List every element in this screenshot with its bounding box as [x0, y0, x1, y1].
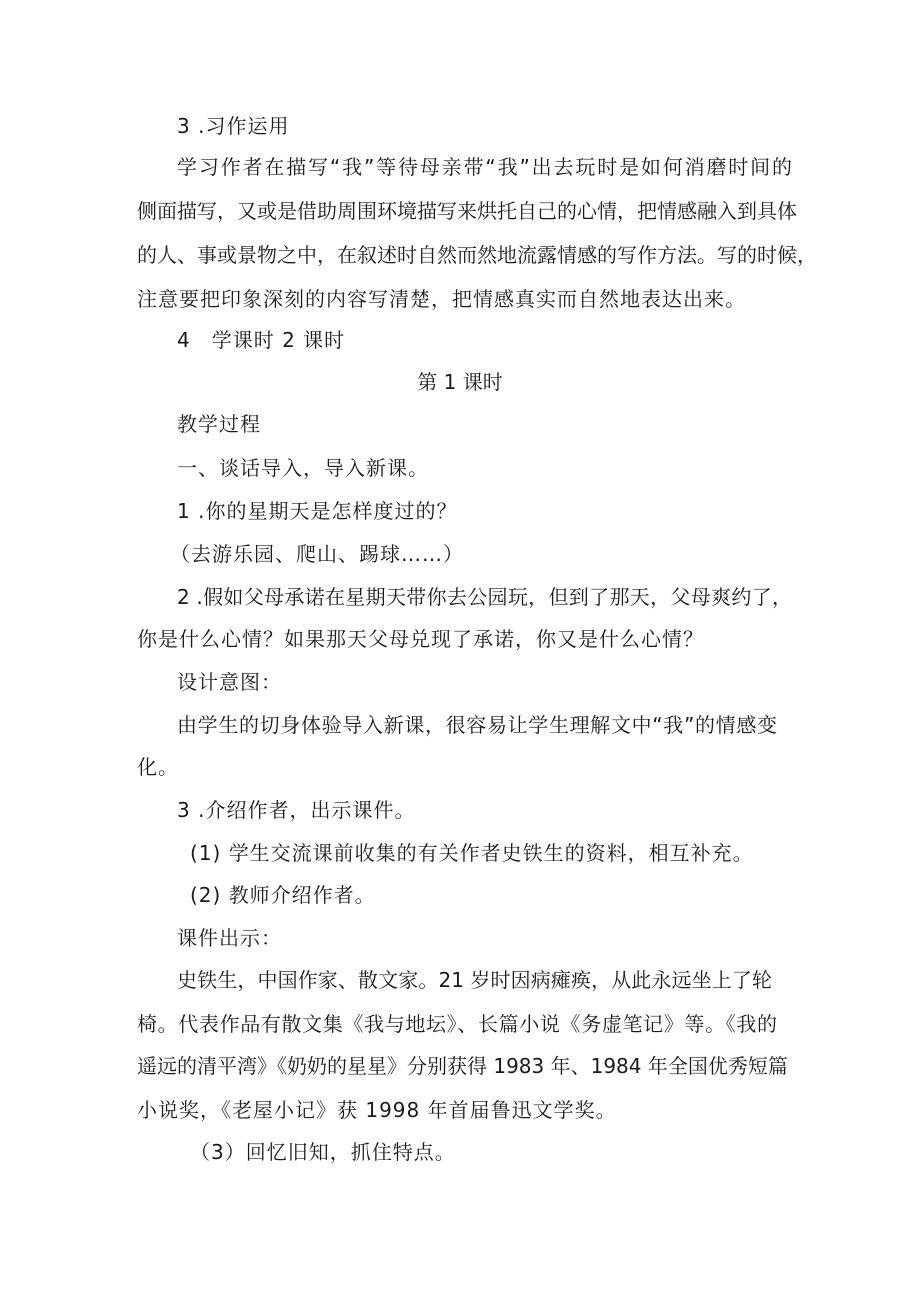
section-3-line-3: 的人、事或景物之中，在叙述时自然而然地流露情感的写作方法。写的时候， [137, 243, 817, 267]
design-intent-line-2: 化。 [137, 755, 179, 779]
author-bio-line-3: 遥远的清平湾》《奶奶的星星》分别获得 1983 年、1984 年全国优秀短篇 [137, 1054, 788, 1078]
author-bio-line-4: 小说奖，《老屋小记》获 1998 年首届鲁迅文学奖。 [137, 1098, 617, 1122]
lesson-title: 第 1 课时 [417, 370, 503, 394]
section-4-heading: 4 学课时 2 课时 [177, 328, 346, 352]
step-3-heading: 3 .介绍作者，出示课件。 [177, 798, 416, 822]
question-1: 1 .你的星期天是怎样度过的？ [177, 499, 458, 523]
part-one-heading: 一、谈话导入，导入新课。 [177, 456, 429, 480]
author-bio-line-2: 椅。代表作品有散文集《我与地坛》、长篇小说《务虚笔记》等。《我的 [137, 1012, 777, 1036]
question-2-line-1: 2 .假如父母承诺在星期天带你去公园玩，但到了那天，父母爽约了， [177, 585, 792, 609]
step-3-item-3: （3）回忆旧知，抓住特点。 [190, 1140, 456, 1164]
section-3-heading: 3 .习作运用 [177, 114, 290, 138]
author-bio-line-1: 史铁生，中国作家、散文家。21 岁时因病瘫痪，从此永远坐上了轮 [177, 968, 772, 992]
section-3-line-1: 学习作者在描写“我”等待母亲带“我”出去玩时是如何消磨时间的 [177, 155, 792, 179]
section-3-line-4: 注意要把印象深刻的内容写清楚，把情感真实而自然地表达出来。 [137, 287, 746, 311]
courseware-label: 课件出示： [177, 926, 282, 950]
design-intent-line-1: 由学生的切身体验导入新课，很容易让学生理解文中“我”的情感变 [177, 713, 777, 737]
section-3-line-2: 侧面描写，又或是借助周围环境描写来烘托自己的心情，把情感融入到具体 [137, 199, 797, 223]
step-3-item-2: (2) 教师介绍作者。 [190, 883, 376, 907]
question-1-answer: （去游乐园、爬山、踢球……） [170, 542, 464, 566]
question-2-line-2: 你是什么心情？如果那天父母兑现了承诺，你又是什么心情？ [137, 627, 704, 651]
design-intent-label: 设计意图： [177, 670, 282, 694]
step-3-item-1: (1) 学生交流课前收集的有关作者史铁生的资料，相互补充。 [190, 841, 754, 865]
process-heading: 教学过程 [177, 412, 261, 436]
